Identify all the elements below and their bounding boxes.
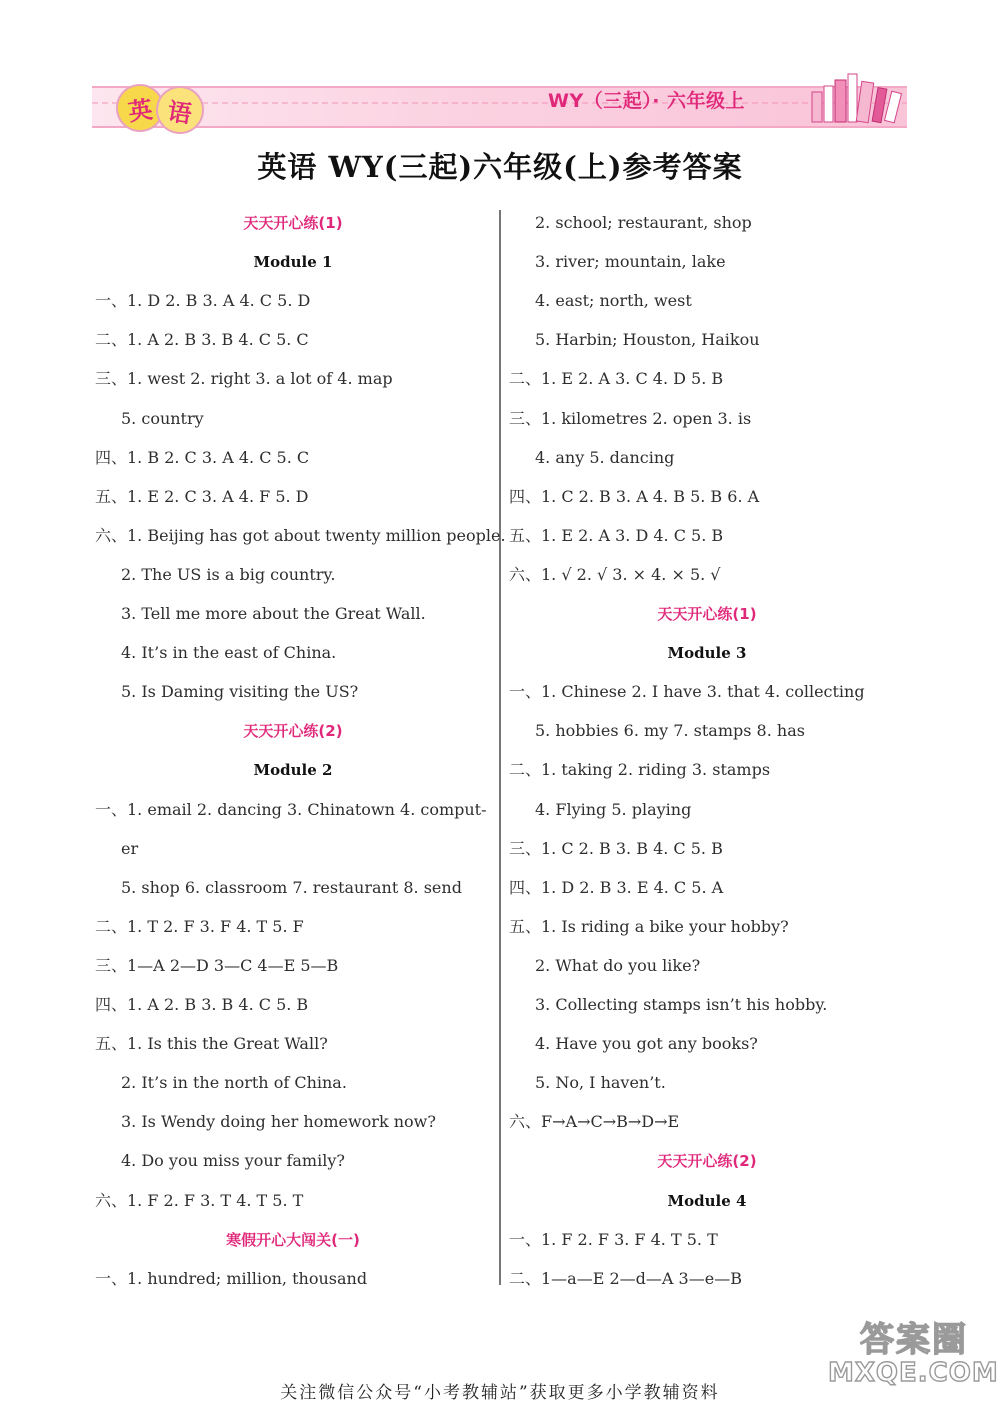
answer-line: 五、1. Is this the Great Wall? bbox=[95, 1034, 328, 1054]
logo-char-2: 语 bbox=[153, 83, 207, 137]
section-title: 天天开心练(1) bbox=[243, 214, 343, 232]
answer-line: 一、1. F 2. F 3. F 4. T 5. T bbox=[509, 1229, 718, 1249]
answer-line: 六、1. √ 2. √ 3. × 4. × 5. √ bbox=[509, 564, 721, 584]
answer-line: 一、1. hundred; million, thousand bbox=[95, 1268, 368, 1288]
answer-line-continued: 2. school; restaurant, shop bbox=[535, 213, 752, 232]
series-label: WY（三起）· 六年级上 bbox=[548, 90, 746, 112]
answer-line: 六、F→A→C→B→D→E bbox=[509, 1112, 680, 1132]
answer-line: 一、1. Chinese 2. I have 3. that 4. collecting bbox=[509, 682, 865, 702]
subject-logo bbox=[110, 82, 202, 130]
answer-line: 四、1. C 2. B 3. A 4. B 5. B 6. A bbox=[509, 486, 760, 506]
footer-note: 关注微信公众号“小考教辅站”获取更多小学教辅资料 bbox=[280, 1383, 720, 1403]
answer-line-continued: 2. The US is a big country. bbox=[121, 564, 336, 584]
answer-line-continued: 3. river; mountain, lake bbox=[535, 252, 726, 272]
answer-line-continued: 4. It’s in the east of China. bbox=[121, 643, 337, 663]
module-title: Module 2 bbox=[253, 761, 333, 780]
answer-line: 三、1. west 2. right 3. a lot of 4. map bbox=[95, 369, 393, 389]
answer-line: 三、1—A 2—D 3—C 4—E 5—B bbox=[95, 955, 339, 975]
answer-line: 四、1. D 2. B 3. E 4. C 5. A bbox=[509, 877, 724, 897]
answer-line-continued: 2. What do you like? bbox=[535, 955, 701, 975]
answer-line-continued: 4. Do you miss your family? bbox=[121, 1151, 345, 1171]
section-title: 寒假开心大闯关(一) bbox=[226, 1230, 360, 1249]
answer-line: 六、1. F 2. F 3. T 4. T 5. T bbox=[95, 1190, 304, 1210]
answer-line-continued: 5. No, I haven’t. bbox=[535, 1073, 666, 1093]
watermark-url: MXQE.COM bbox=[828, 1358, 999, 1388]
answer-line-continued: 2. It’s in the north of China. bbox=[121, 1073, 347, 1093]
module-title: Module 1 bbox=[253, 253, 333, 272]
answer-line: 二、1. E 2. A 3. C 4. D 5. B bbox=[509, 369, 724, 389]
answer-line-continued: 4. Flying 5. playing bbox=[535, 799, 692, 819]
answer-line: 四、1. A 2. B 3. B 4. C 5. B bbox=[95, 995, 309, 1014]
answer-line: 四、1. B 2. C 3. A 4. C 5. C bbox=[95, 447, 310, 467]
books-icon bbox=[808, 72, 908, 124]
header-band bbox=[92, 86, 907, 128]
answer-line-continued: 4. east; north, west bbox=[535, 291, 692, 311]
section-title: 天天开心练(2) bbox=[657, 1152, 757, 1171]
answer-line-continued: 5. shop 6. classroom 7. restaurant 8. send bbox=[121, 877, 462, 897]
answer-line-continued: 5. Harbin; Houston, Haikou bbox=[535, 330, 760, 350]
answer-line-continued: 3. Tell me more about the Great Wall. bbox=[121, 604, 426, 623]
answer-line-continued: 4. any 5. dancing bbox=[535, 447, 675, 467]
watermark-cn: 答案圈 bbox=[860, 1320, 968, 1360]
answer-line: 三、1. kilometres 2. open 3. is bbox=[509, 408, 752, 428]
answer-line-continued: 5. hobbies 6. my 7. stamps 8. has bbox=[535, 721, 805, 741]
section-title: 天天开心练(2) bbox=[243, 722, 343, 741]
answer-line-continued: 3. Is Wendy doing her homework now? bbox=[121, 1112, 436, 1132]
answer-line: 三、1. C 2. B 3. B 4. C 5. B bbox=[509, 838, 723, 858]
module-title: Module 3 bbox=[667, 644, 747, 663]
answer-line: 一、1. email 2. dancing 3. Chinatown 4. comput- bbox=[95, 799, 487, 819]
answer-line-continued: er bbox=[121, 838, 139, 858]
page-title: 英语 WY(三起)六年级(上)参考答案 bbox=[257, 150, 743, 184]
answer-line: 二、1. A 2. B 3. B 4. C 5. C bbox=[95, 330, 309, 350]
answer-line-continued: 5. country bbox=[121, 408, 204, 428]
answer-line: 二、1. T 2. F 3. F 4. T 5. F bbox=[95, 916, 304, 936]
section-title: 天天开心练(1) bbox=[657, 605, 757, 623]
column-divider bbox=[499, 210, 501, 1285]
answer-line: 二、1. taking 2. riding 3. stamps bbox=[509, 760, 771, 780]
answer-line-continued: 4. Have you got any books? bbox=[535, 1034, 758, 1054]
answer-line: 二、1—a—E 2—d—A 3—e—B bbox=[509, 1268, 742, 1288]
answer-line: 五、1. E 2. A 3. D 4. C 5. B bbox=[509, 525, 724, 545]
answer-line-continued: 5. Is Daming visiting the US? bbox=[121, 682, 359, 702]
answer-line: 六、1. Beijing has got about twenty million people. bbox=[95, 525, 506, 545]
logo-char-1: 英 bbox=[113, 81, 167, 135]
answer-line-continued: 3. Collecting stamps isn’t his hobby. bbox=[535, 995, 828, 1014]
answer-line: 五、1. Is riding a bike your hobby? bbox=[509, 916, 789, 936]
answer-line: 一、1. D 2. B 3. A 4. C 5. D bbox=[95, 291, 311, 311]
module-title: Module 4 bbox=[667, 1191, 747, 1210]
answer-line: 五、1. E 2. C 3. A 4. F 5. D bbox=[95, 486, 309, 506]
